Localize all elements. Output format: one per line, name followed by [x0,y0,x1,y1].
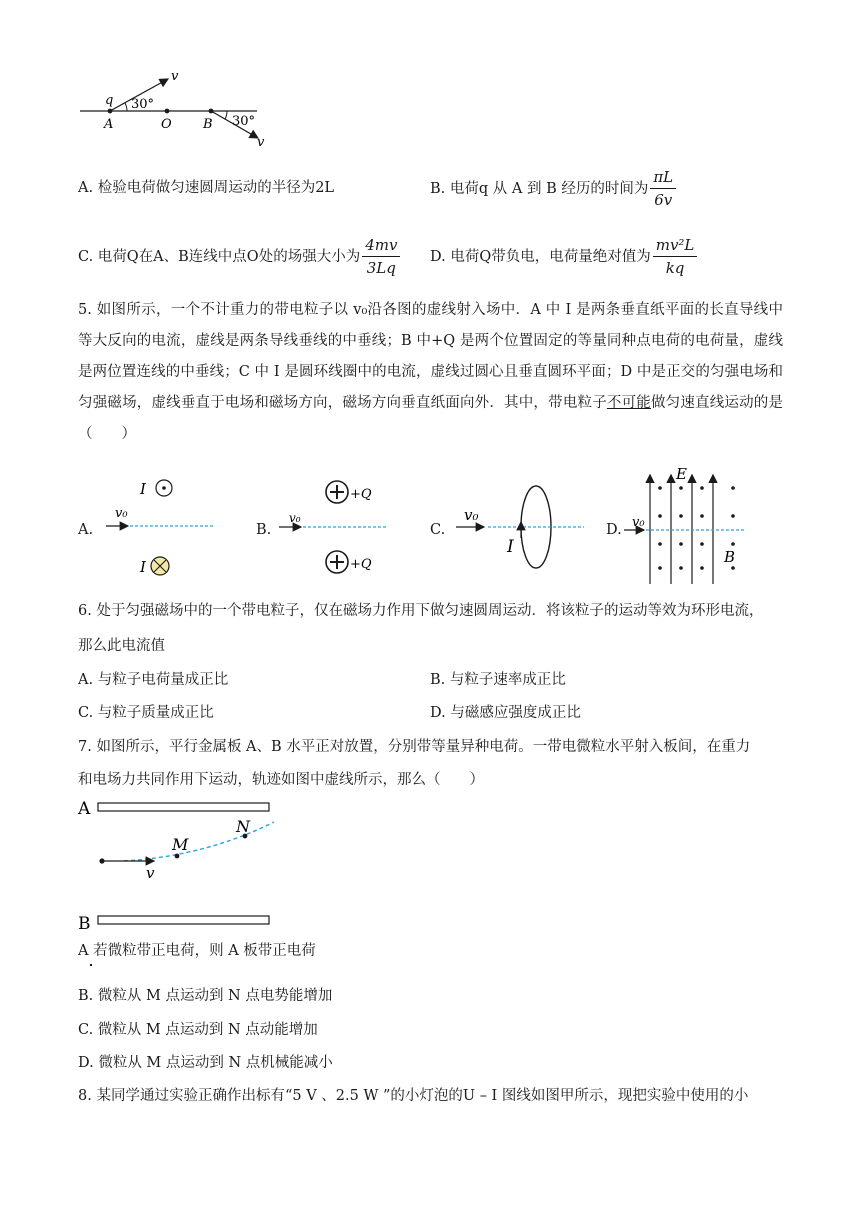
label-b: B [203,117,213,132]
label-q: q [105,93,114,108]
q4-option-b-text: B. 电荷q 从 A 到 B 经历的时间为 [430,180,649,197]
q5-stem [78,295,783,450]
label-charge-bottom: +Q [350,557,372,572]
q6-option-a: A. 与粒子电荷量成正比 [78,672,229,688]
q5-figure-a [100,472,225,584]
label-e: E [676,465,687,483]
label-b: B [724,548,736,566]
q7-stem-line-1: 7. 如图所示，平行金属板 A、B 水平正对放置，分别带等量异种电荷。一带电微粒水平射入板间，在重力 [78,739,751,755]
fraction-denominator: 3Lq [366,259,396,277]
q5-stem-emphasis: 不可能 [606,395,651,411]
label-angle-b: 30° [232,114,256,129]
q4-option-c [78,234,402,279]
q4-option-b-fraction [650,166,676,211]
label-v0: v₀ [289,511,301,525]
q4-option-c-fraction [362,234,400,279]
q6-stem-line-2: 那么此电流值 [78,638,165,654]
q7-option-a: A 若微粒带正电荷，则 A 板带正电荷 [78,943,316,959]
label-v0: v₀ [632,515,645,530]
fraction-numerator: πL [650,166,676,189]
q4-option-d [430,234,699,279]
angle-arc-a [125,103,127,111]
q5-label-a: A. [78,522,94,538]
angle-arc-b [225,111,227,119]
q5-figure-c [452,482,592,574]
q7-option-c: C. 微粒从 M 点运动到 N 点动能增加 [78,1022,318,1038]
label-n: N [236,817,250,836]
label-v0: v₀ [115,506,128,521]
point-m [175,854,180,859]
plate-b [98,916,269,924]
q7-stem-line-2: 和电场力共同作用下运动，轨迹如图中虚线所示，那么（ ） [78,772,484,788]
q4-option-c-text: C. 电荷Q在A、B连线中点O处的场强大小为 [78,248,361,265]
current-out-dot [162,486,166,490]
point-b [209,109,214,114]
label-a: A [104,117,114,132]
point-o [165,109,170,114]
q5-figure-b [275,476,395,580]
q4-option-d-text: D. 电荷Q带负电，电荷量绝对值为 [430,248,651,265]
q5-figure-d [620,464,748,586]
q5-stem-text-2: 做匀速直线运动的是（ ） [78,395,784,442]
label-current: I [507,537,514,557]
q6-option-d: D. 与磁感应强度成正比 [430,705,581,721]
figure-charge-path [75,66,285,150]
q7-option-a-dot [90,964,92,966]
plate-a [98,803,269,811]
label-current-top: I [140,480,146,498]
label-v0: v₀ [464,506,479,524]
q6-option-c: C. 与粒子质量成正比 [78,705,214,721]
label-charge-top: +Q [350,487,372,502]
label-plate-b: B [78,914,91,930]
fraction-denominator: 6v [654,191,673,209]
fraction-numerator: mv²L [653,234,698,257]
trajectory-dashed [124,822,274,861]
label-m: M [172,835,189,854]
q5-label-c: C. [430,522,446,538]
q5-stem-text-1: 5. 如图所示，一个不计重力的带电粒子以 v₀沿各图的虚线射入场中．A 中 I 是两条垂直纸平面的长直导线中等大反向的电流，虚线是两条导线垂线的中垂线；B 中+Q 是两个位置固定的等量同种点电荷的电荷量，虚线是两位置连线的中垂线；C 中 I 是圆环线圈中的电流，虚线过圆心且垂直圆环平面；D 中是正交的匀强电场和匀强磁场，虚线垂直于电场和磁场方向，磁场方向垂直纸面向外．其中，带电粒子 [78,302,783,411]
label-v-top: v [171,69,179,84]
label-o: O [161,117,172,132]
q4-option-d-fraction [653,234,698,279]
q8-stem: 8. 某同学通过实验正确作出标有“5 V 、2.5 W ”的小灯泡的U – I 图线如图甲所示，现把实验中使用的小 [78,1088,749,1104]
q5-label-d: D. [606,522,622,538]
q7-option-b: B. 微粒从 M 点运动到 N 点电势能增加 [78,988,333,1004]
fraction-denominator: kq [665,259,685,277]
label-v-bottom: v [257,135,265,150]
label-plate-a: A [78,799,91,819]
point-a [108,109,113,114]
label-angle-a: 30° [131,97,155,112]
q6-stem-line-1: 6. 处于匀强磁场中的一个带电粒子，仅在磁场力作用下做匀速圆周运动．将该粒子的运动等效为环形电流， [78,603,764,619]
q7-option-d: D. 微粒从 M 点运动到 N 点机械能减小 [78,1055,333,1071]
fraction-numerator: 4mv [362,234,400,257]
q5-label-b: B. [256,522,272,538]
label-v: v [146,864,155,882]
q4-option-b [430,166,678,211]
label-current-bottom: I [140,558,146,576]
q7-figure-plates [76,796,286,930]
q4-option-a: A. 检验电荷做匀速圆周运动的半径为2L [78,180,335,196]
q6-option-b: B. 与粒子速率成正比 [430,672,566,688]
